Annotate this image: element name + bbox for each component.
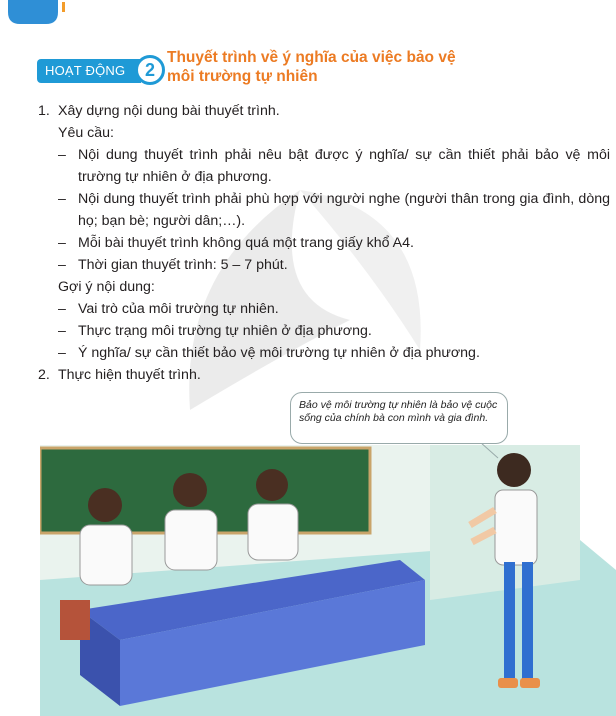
activity-label: HOẠT ĐỘNG [37,59,141,83]
list-item: 2. Thực hiện thuyết trình. [38,367,201,383]
list-item: – Vai trò của môi trường tự nhiên. [58,301,279,317]
list-item: – Nội dung thuyết trình phải nêu bật được ý nghĩa/ sự cần thiết phải bảo vệ môi trường tự nhiên ở địa phương. [58,147,610,185]
requirements-label: Yêu cầu: [58,125,115,141]
activity-title: Thuyết trình về ý nghĩa của việc bảo vệ môi trường tự nhiên [167,49,456,85]
suggestions-label: Gợi ý nội dung: [58,279,155,295]
list-item: – Thời gian thuyết trình: 5 – 7 phút. [58,257,288,273]
list-item: – Nội dung thuyết trình phải phù hợp với người nghe (người thân trong gia đình, dòng họ; bạn bè; người dân;…). [58,191,610,229]
activity-instructions [38,100,610,386]
activity-number: 2 [135,55,165,85]
bell-icon [0,0,70,30]
list-item: 1. Xây dựng nội dung bài thuyết trình. [38,103,280,119]
activity-badge [37,55,157,87]
speech-bubble: Bảo vệ môi trường tự nhiên là bảo vệ cuộc sống của chính bà con mình và gia đình. [290,392,508,444]
list-item: – Ý nghĩa/ sự cần thiết bảo vệ môi trường tự nhiên ở địa phương. [58,345,480,361]
list-item: – Mỗi bài thuyết trình không quá một trang giấy khổ A4. [58,235,414,251]
list-item: – Thực trạng môi trường tự nhiên ở địa phương. [58,323,372,339]
